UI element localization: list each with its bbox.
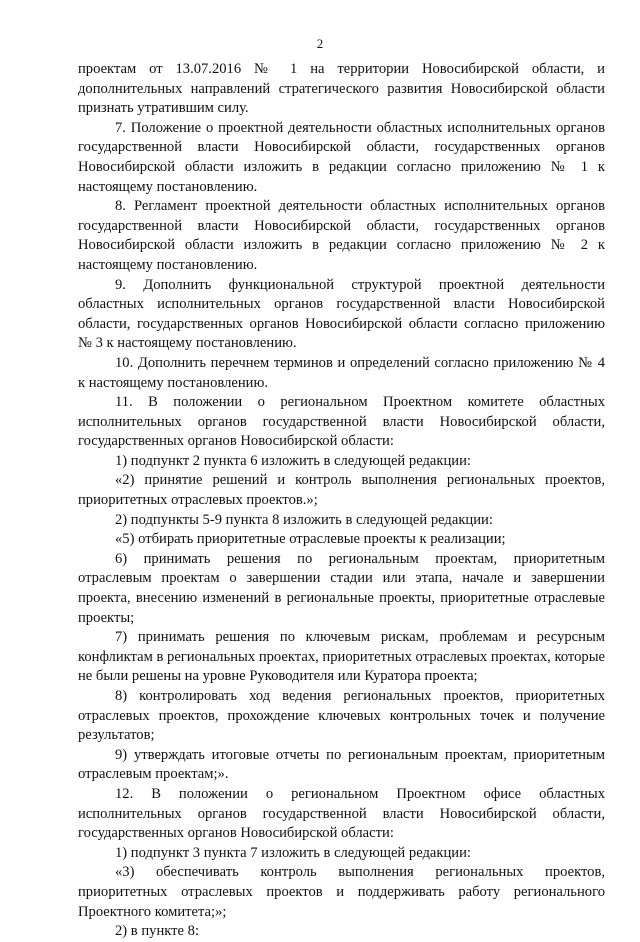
paragraph-item-9: 9. Дополнить функциональной структурой проектной деятельности областных исполнительных органов государственной власти Новосибирской области, государственных органов Новосибирской области согласно приложению № 3 к настоящему постановлению. <box>78 276 605 352</box>
paragraph-11-subitem-1: 1) подпункт 2 пункта 6 изложить в следующей редакции: <box>115 452 471 469</box>
paragraph-12-subitem-2: 2) в пункте 8: <box>115 923 200 940</box>
paragraph-11-quote-5: «5) отбирать приоритетные отраслевые проекты к реализации; <box>115 531 506 548</box>
paragraph-item-11: 11. В положении о региональном Проектном комитете областных исполнительных органов государственной власти Новосибирской области, государственных органов Новосибирской области: <box>78 394 605 450</box>
paragraph-item-12: 12. В положении о региональном Проектном офисе областных исполнительных органов государственной власти Новосибирской области, государственных органов Новосибирской области: <box>78 785 605 842</box>
paragraph-12-subitem-1: 1) подпункт 3 пункта 7 изложить в следующей редакции: <box>115 844 471 861</box>
paragraph-item-10: 10. Дополнить перечнем терминов и определений согласно приложению № 4 к настоящему постановлению. <box>78 354 605 391</box>
paragraph-item-7: 7. Положение о проектной деятельности областных исполнительных органов государственной власти Новосибирской области, государственных органов Новосибирской области изложить в редакции согласно приложению № 1 к настоящему постановлению. <box>78 119 605 195</box>
page-number: 2 <box>316 36 324 51</box>
paragraph-11-quote-8: 8) контролировать ход ведения региональных проектов, приоритетных отраслевых проектов, прохождение ключевых контрольных точек и получение результатов; <box>78 688 605 744</box>
paragraph-11-subitem-2: 2) подпункты 5-9 пункта 8 изложить в следующей редакции: <box>115 511 493 528</box>
paragraph-12-quote-3: «3) обеспечивать контроль выполнения региональных проектов, приоритетных отраслевых проектов и поддерживать работу регионального Проектного комитета;»; <box>78 864 605 920</box>
paragraph-11-quote-6: 6) принимать решения по региональным проектам, приоритетным отраслевым проектам о завершении стадии или этапа, начале и завершении проекта, внесению изменений в региональные проекты, приоритетные отраслевые проекты; <box>78 550 605 626</box>
paragraph-11-quote-9: 9) утверждать итоговые отчеты по региональным проектам, приоритетным отраслевым проектам;». <box>78 746 605 783</box>
paragraph-11-quote-7: 7) принимать решения по ключевым рискам, проблемам и ресурсным конфликтам в региональных проектах, приоритетных отраслевых проектах, которые не были решены на уровне Руководителя или Куратора проекта; <box>78 629 605 685</box>
document-body <box>78 60 605 942</box>
paragraph-continuation: проектам от 13.07.2016 № 1 на территории Новосибирской области, и дополнительных направлений стратегического развития Новосибирской области признать утратившим силу. <box>78 61 605 117</box>
paragraph-item-8: 8. Регламент проектной деятельности областных исполнительных органов государственной власти Новосибирской области, государственных органов Новосибирской области изложить в редакции согласно приложению № 2 к настоящему постановлению. <box>78 198 605 273</box>
paragraph-11-quote-2: «2) принятие решений и контроль выполнения региональных проектов, приоритетных отраслевых проектов.»; <box>78 472 605 509</box>
